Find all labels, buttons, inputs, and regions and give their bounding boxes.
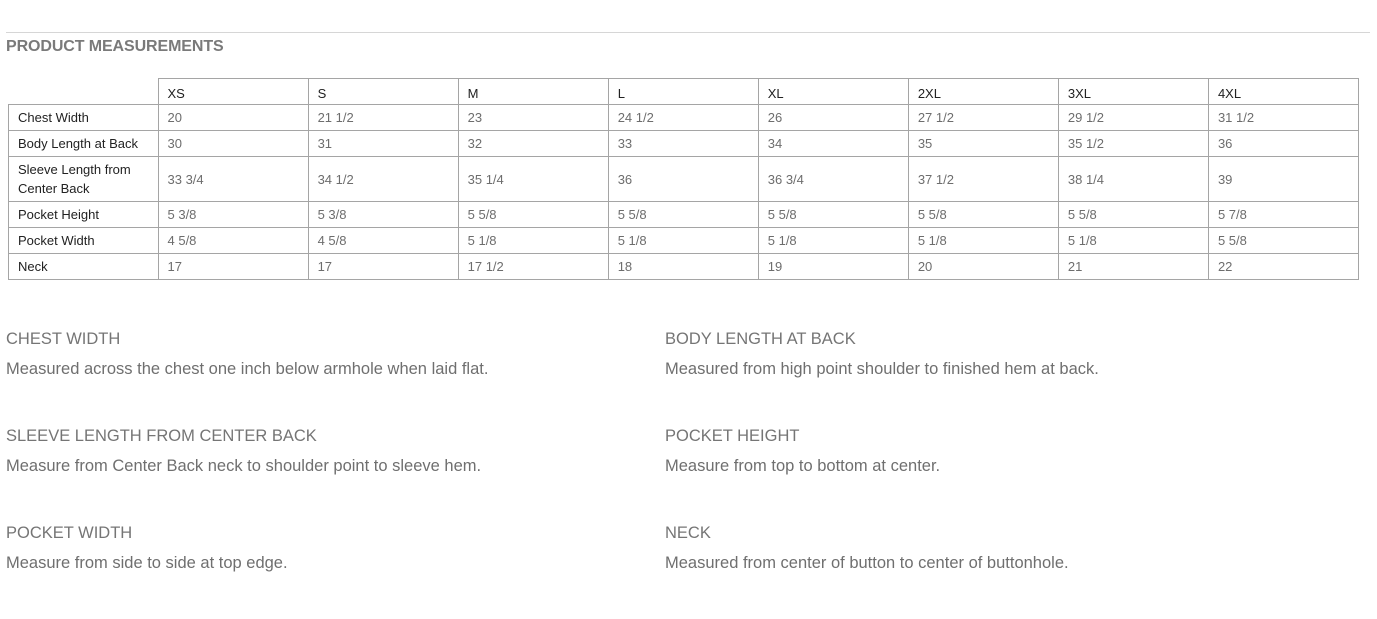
table-cell: 18: [608, 254, 758, 280]
table-cell: 5 5/8: [1208, 228, 1358, 254]
table-cell: 36: [1208, 131, 1358, 157]
size-header: S: [308, 79, 458, 105]
table-cell: 5 1/8: [608, 228, 758, 254]
table-cell: 17: [308, 254, 458, 280]
row-label: Pocket Height: [9, 202, 159, 228]
table-cell: 5 1/8: [458, 228, 608, 254]
table-cell: 34: [758, 131, 908, 157]
definition-title: SLEEVE LENGTH FROM CENTER BACK: [6, 427, 317, 445]
table-cell: 19: [758, 254, 908, 280]
table-corner-cell: [9, 79, 159, 105]
table-row: [9, 228, 1359, 254]
table-cell: 5 1/8: [908, 228, 1058, 254]
table-cell: 35: [908, 131, 1058, 157]
table-cell: 27 1/2: [908, 105, 1058, 131]
table-cell: 33 3/4: [158, 157, 308, 202]
definition-text: Measured from high point shoulder to finished hem at back.: [665, 360, 1099, 378]
size-header: XL: [758, 79, 908, 105]
top-divider: [6, 32, 1370, 33]
table-cell: 22: [1208, 254, 1358, 280]
table-cell: 4 5/8: [308, 228, 458, 254]
table-header-row: [9, 79, 1359, 105]
table-cell: 38 1/4: [1058, 157, 1208, 202]
table-row: [9, 254, 1359, 280]
table-cell: 4 5/8: [158, 228, 308, 254]
table-cell: 5 5/8: [758, 202, 908, 228]
table-cell: 5 1/8: [758, 228, 908, 254]
definition-text: Measure from side to side at top edge.: [6, 554, 288, 572]
row-label: Neck: [9, 254, 159, 280]
size-header: M: [458, 79, 608, 105]
row-label: Chest Width: [9, 105, 159, 131]
table-cell: 5 3/8: [308, 202, 458, 228]
definition-title: NECK: [665, 524, 711, 542]
table-cell: 21 1/2: [308, 105, 458, 131]
table-cell: 21: [1058, 254, 1208, 280]
table-cell: 5 5/8: [458, 202, 608, 228]
table-cell: 32: [458, 131, 608, 157]
definition-text: Measure from Center Back neck to shoulder point to sleeve hem.: [6, 457, 482, 475]
table-cell: 5 5/8: [1058, 202, 1208, 228]
definition-text: Measured across the chest one inch below armhole when laid flat.: [6, 360, 489, 378]
definition-text: Measure from top to bottom at center.: [665, 457, 941, 475]
table-cell: 31 1/2: [1208, 105, 1358, 131]
size-header: 4XL: [1208, 79, 1358, 105]
table-cell: 36: [608, 157, 758, 202]
measurements-table: [8, 78, 1359, 280]
definition-text: Measured from center of button to center of buttonhole.: [665, 554, 1069, 572]
definition-title: BODY LENGTH AT BACK: [665, 330, 856, 348]
table-cell: 35 1/2: [1058, 131, 1208, 157]
table-cell: 33: [608, 131, 758, 157]
table-cell: 34 1/2: [308, 157, 458, 202]
table-cell: 5 5/8: [608, 202, 758, 228]
table-cell: 20: [908, 254, 1058, 280]
table-cell: 36 3/4: [758, 157, 908, 202]
row-label: Sleeve Length from Center Back: [9, 157, 159, 202]
row-label: Body Length at Back: [9, 131, 159, 157]
table-row: [9, 202, 1359, 228]
table-cell: 20: [158, 105, 308, 131]
table-cell: 5 3/8: [158, 202, 308, 228]
definition-neck: [665, 522, 1305, 574]
size-header: L: [608, 79, 758, 105]
section-title: PRODUCT MEASUREMENTS: [6, 38, 224, 55]
table-cell: 5 5/8: [908, 202, 1058, 228]
table-cell: 5 7/8: [1208, 202, 1358, 228]
size-header: XS: [158, 79, 308, 105]
table-row: [9, 105, 1359, 131]
table-cell: 31: [308, 131, 458, 157]
table-cell: 29 1/2: [1058, 105, 1208, 131]
definition-title: CHEST WIDTH: [6, 330, 121, 348]
table-cell: 17 1/2: [458, 254, 608, 280]
size-header: 2XL: [908, 79, 1058, 105]
size-header: 3XL: [1058, 79, 1208, 105]
table-cell: 39: [1208, 157, 1358, 202]
table-cell: 24 1/2: [608, 105, 758, 131]
table-cell: 23: [458, 105, 608, 131]
definition-sleeve-length: [6, 425, 646, 477]
row-label: Pocket Width: [9, 228, 159, 254]
definition-chest-width: [6, 328, 646, 380]
definition-title: POCKET HEIGHT: [665, 427, 800, 445]
table-row: [9, 157, 1359, 202]
table-cell: 35 1/4: [458, 157, 608, 202]
definition-pocket-width: [6, 522, 646, 574]
table-row: [9, 131, 1359, 157]
definition-pocket-height: [665, 425, 1305, 477]
table-cell: 5 1/8: [1058, 228, 1208, 254]
table-cell: 26: [758, 105, 908, 131]
table-cell: 17: [158, 254, 308, 280]
definition-title: POCKET WIDTH: [6, 524, 133, 542]
table-cell: 30: [158, 131, 308, 157]
definition-body-length: [665, 328, 1305, 380]
table-cell: 37 1/2: [908, 157, 1058, 202]
